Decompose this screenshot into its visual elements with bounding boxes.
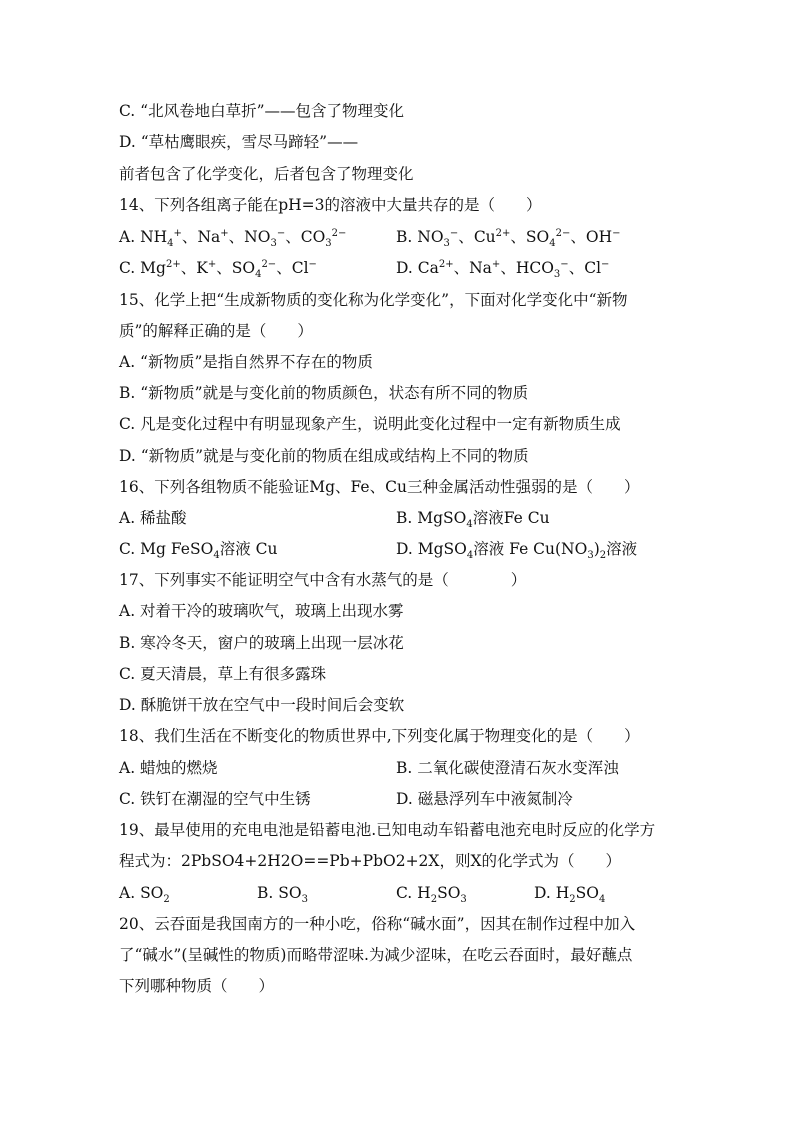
q14-option-a: A. $NH_4^+$、Na+、$NO_3^-$、$CO_3^{2-}$ [119,227,347,250]
q14-option-d: D. $Ca^{2+}$、Na+、$HCO_3^-$、Cl− [396,258,610,281]
q15-stem-line1: 15、化学上把“生成新物质的变化称为化学变化”，下面对化学变化中“新物 [119,291,628,309]
q17-option-b: B. 寒冷冬天，窗户的玻璃上出现一层冰花 [119,634,404,652]
q20-stem-line2: 了“碱水”(呈碱性的物质)而略带涩味.为减少涩味，在吃云吞面时，最好蘸点 [119,946,633,964]
ion-cu: $Cu^{2+}$ [473,227,511,246]
q20-stem-line1: 20、云吞面是我国南方的一种小吃，俗称“碱水面”，因其在制作过程中加入 [119,915,636,933]
q14-stem: 14、下列各组离子能在pH=3的溶液中大量共存的是（ ） [119,196,542,214]
q16-option-c: C. Mg FeSO$_4$溶液 Cu [119,540,278,562]
ion-ca: $Ca^{2+}$ [417,258,454,277]
q16-option-d: D. MgSO$_4$溶液 Fe $Cu(NO_3)_2$溶液 [396,540,638,562]
q18-stem: 18、我们生活在不断变化的物质世界中,下列变化属于物理变化的是（ ） [119,727,640,745]
ion-oh: OH− [585,227,621,246]
q16-stem: 16、下列各组物质不能验证Mg、Fe、Cu三种金属活动性强弱的是（ ） [119,478,640,496]
q18-option-b: B. 二氧化碳使澄清石灰水变浑浊 [396,759,619,777]
q19-stem-line2: 程式为：2PbSO4+2H2O==Pb+PbO2+2X，则X的化学式为（ ） [119,852,621,870]
ion-co3: $CO_3^{2-}$ [300,227,347,250]
ion-k: K+ [196,258,217,277]
q16-option-b: B. MgSO$_4$溶液Fe Cu [396,509,550,531]
q19-stem-line1: 19、最早使用的充电电池是铅蓄电池.已知电动车铅蓄电池充电时反应的化学方 [119,821,656,839]
q15-option-d: D. “新物质”就是与变化前的物质在组成或结构上不同的物质 [119,447,529,465]
q15-option-a: A. “新物质”是指自然界不存在的物质 [119,353,373,371]
q16-option-a: A. 稀盐酸 [119,509,187,527]
q18-option-c: C. 铁钉在潮湿的空气中生锈 [119,790,311,808]
q17-stem: 17、下列事实不能证明空气中含有水蒸气的是（ ） [119,571,527,589]
q18-option-a: A. 蜡烛的燃烧 [119,759,218,777]
q17-option-c: C. 夏天清晨，草上有很多露珠 [119,665,327,683]
ion-cl: Cl− [291,258,317,277]
q14-option-d-label: D. [396,259,418,277]
q13-option-d: D. “草枯鹰眼疾，雪尽马蹄轻”—— [119,133,359,151]
q14-option-c-label: C. [119,259,141,277]
q19-option-b: B. $SO_3$ [257,884,308,906]
q19-option-d: D. $H_2SO_4$ [534,884,606,906]
ion-so4: $SO_4^{2-}$ [231,258,277,281]
q15-option-c: C. 凡是变化过程中有明显现象产生，说明此变化过程中一定有新物质生成 [119,415,621,433]
q13-option-d-continued: 前者包含了化学变化，后者包含了物理变化 [119,165,414,183]
q19-option-a: A. $SO_2$ [119,884,170,906]
ion-cl: Cl− [584,258,610,277]
q14-option-b-label: B. [396,228,418,246]
q18-option-d: D. 磁悬浮列车中液氮制冷 [396,790,573,808]
q13-option-c: C. “北风卷地白草折”——包含了物理变化 [119,102,405,120]
ion-hco3: $HCO_3^-$ [515,258,569,281]
ion-na: Na+ [469,258,501,277]
q15-option-b: B. “新物质”就是与变化前的物质颜色，状态有所不同的物质 [119,384,529,402]
ion-nh4: $NH_4^+$ [140,227,182,250]
q17-option-d: D. 酥脆饼干放在空气中一段时间后会变软 [119,696,405,714]
q14-option-c: C. $Mg^{2+}$、K+、$SO_4^{2-}$、Cl− [119,258,317,281]
q14-option-b: B. $NO_3^-$、$Cu^{2+}$、$SO_4^{2-}$、OH− [396,227,621,250]
q14-option-a-label: A. [119,228,141,246]
ion-so4: $SO_4^{2-}$ [525,227,571,250]
ion-no3: $NO_3^-$ [417,227,459,250]
ion-no3: $NO_3^-$ [244,227,286,250]
q15-stem-line2: 质”的解释正确的是（ ） [119,322,313,340]
q17-option-a: A. 对着干冷的玻璃吹气，玻璃上出现水雾 [119,602,404,620]
ion-mg: $Mg^{2+}$ [140,258,181,277]
q19-option-c: C. $H_2SO_3$ [396,884,467,906]
ion-na: Na+ [197,227,229,246]
q20-stem-line3: 下列哪种物质（ ） [119,977,275,995]
